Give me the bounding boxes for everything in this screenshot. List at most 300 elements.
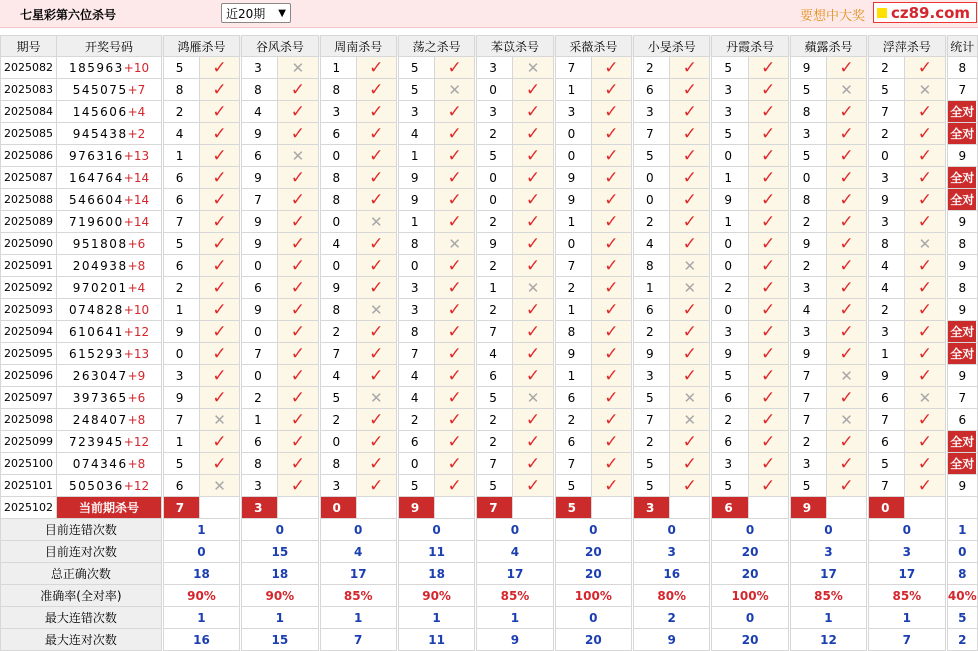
summary-value: 1	[320, 607, 396, 629]
kill-value: 7	[634, 123, 670, 145]
kill-value: 5	[163, 453, 199, 475]
check-icon: ✓	[212, 365, 227, 386]
column-header-expert[interactable]: 蘋露杀号	[790, 36, 866, 57]
draw-digits: 615293	[68, 346, 124, 361]
kill-result	[905, 123, 945, 145]
check-icon: ✓	[447, 211, 462, 232]
kill-result	[435, 431, 475, 453]
row-stat	[947, 321, 977, 343]
kill-value: 6	[634, 299, 670, 321]
kill-value: 2	[869, 57, 905, 79]
kill-value: 6	[555, 387, 591, 409]
check-icon: ✓	[917, 211, 933, 232]
check-icon: ✓	[839, 123, 854, 144]
check-icon: ✓	[917, 189, 933, 210]
kill-result	[356, 167, 396, 189]
stat-value: 9	[958, 258, 967, 273]
kill-value: 5	[634, 475, 670, 497]
check-icon: ✓	[761, 453, 776, 474]
check-icon: ✓	[290, 321, 306, 342]
check-icon: ✓	[761, 211, 776, 232]
table-row	[1, 321, 978, 343]
check-icon: ✓	[290, 167, 306, 188]
check-icon: ✓	[917, 277, 933, 298]
kill-value: 3	[634, 365, 670, 387]
kill-value: 3	[712, 321, 748, 343]
check-icon: ✓	[290, 255, 306, 276]
draw-numbers	[57, 145, 162, 167]
kill-result	[356, 365, 396, 387]
column-header-expert[interactable]: 浮萍杀号	[869, 36, 945, 57]
row-stat	[947, 101, 977, 123]
check-icon: ✓	[447, 277, 462, 298]
kill-value: 8	[555, 321, 591, 343]
check-icon: ✓	[682, 453, 697, 474]
draw-digits: 970201	[72, 280, 128, 295]
kill-result	[278, 365, 318, 387]
column-header-expert[interactable]: 鸿雁杀号	[163, 36, 239, 57]
row-stat	[947, 453, 977, 475]
column-header-expert[interactable]: 周南杀号	[320, 36, 396, 57]
row-stat	[947, 343, 977, 365]
kill-result	[670, 211, 710, 233]
all-correct-badge: 全对	[948, 343, 976, 364]
current-kill-blank	[513, 497, 553, 519]
kill-number-table	[0, 35, 978, 651]
kill-value: 3	[712, 101, 748, 123]
table-row	[1, 123, 978, 145]
table-row	[1, 409, 978, 431]
kill-value: 9	[242, 167, 278, 189]
summary-value: 3	[634, 541, 710, 563]
kill-value: 2	[398, 409, 434, 431]
kill-result	[435, 453, 475, 475]
current-period-row	[1, 497, 978, 519]
row-stat	[947, 475, 977, 497]
check-icon: ✓	[682, 167, 697, 188]
summary-stat: 2	[947, 629, 977, 651]
kill-value: 4	[634, 233, 670, 255]
kill-value: 2	[869, 299, 905, 321]
kill-result	[278, 453, 318, 475]
check-icon: ✓	[604, 453, 619, 474]
current-kill-value: 0	[869, 497, 905, 519]
kill-result	[199, 123, 239, 145]
check-icon: ✓	[682, 189, 697, 210]
kill-result	[435, 57, 475, 79]
kill-value: 9	[790, 343, 826, 365]
check-icon: ✓	[369, 79, 384, 100]
kill-result	[591, 431, 631, 453]
kill-result	[278, 123, 318, 145]
kill-result	[199, 189, 239, 211]
period-number: 2025087	[1, 167, 57, 189]
kill-value: 2	[320, 409, 356, 431]
kill-value: 0	[712, 145, 748, 167]
kill-result	[435, 101, 475, 123]
kill-value: 3	[555, 101, 591, 123]
kill-result	[435, 211, 475, 233]
kill-result	[513, 167, 553, 189]
all-correct-badge: 全对	[948, 431, 976, 452]
draw-sum: +6	[127, 236, 146, 251]
check-icon: ✓	[604, 431, 619, 452]
draw-sum: +6	[127, 390, 146, 405]
kill-value: 8	[869, 233, 905, 255]
check-icon: ✓	[212, 431, 227, 452]
kill-value: 1	[555, 211, 591, 233]
kill-result	[278, 475, 318, 497]
check-icon: ✓	[369, 57, 384, 78]
kill-result	[748, 145, 788, 167]
column-header-expert[interactable]: 苯苡杀号	[477, 36, 553, 57]
kill-result	[905, 79, 945, 101]
check-icon: ✓	[839, 233, 854, 254]
check-icon: ✓	[604, 79, 619, 100]
ad-text[interactable]: 要想中大奖	[800, 9, 866, 24]
kill-value: 8	[320, 189, 356, 211]
kill-value: 1	[869, 343, 905, 365]
row-stat	[947, 233, 977, 255]
check-icon: ✓	[290, 189, 306, 210]
column-header-expert[interactable]: 荡之杀号	[398, 36, 474, 57]
kill-value: 9	[477, 233, 513, 255]
period-number: 2025101	[1, 475, 57, 497]
kill-value: 8	[320, 299, 356, 321]
kill-result	[905, 57, 945, 79]
check-icon: ✓	[682, 57, 697, 78]
kill-result	[826, 79, 866, 101]
kill-result	[356, 101, 396, 123]
kill-result	[905, 343, 945, 365]
draw-sum: +8	[127, 412, 146, 427]
draw-digits: 951808	[72, 236, 128, 251]
check-icon: ✓	[369, 475, 384, 496]
kill-result	[591, 343, 631, 365]
kill-value: 6	[242, 431, 278, 453]
summary-row	[1, 585, 978, 607]
draw-sum: +13	[123, 148, 150, 163]
kill-value: 9	[555, 189, 591, 211]
kill-value: 8	[398, 233, 434, 255]
kill-result	[826, 277, 866, 299]
check-icon: ✓	[917, 167, 933, 188]
check-icon: ✓	[525, 299, 541, 320]
kill-result	[591, 211, 631, 233]
kill-value: 0	[242, 321, 278, 343]
kill-value: 6	[869, 387, 905, 409]
kill-value: 3	[790, 123, 826, 145]
draw-numbers	[57, 343, 162, 365]
column-header-expert[interactable]: 小旻杀号	[634, 36, 710, 57]
period-number: 2025084	[1, 101, 57, 123]
kill-value: 2	[634, 321, 670, 343]
kill-value: 0	[320, 255, 356, 277]
current-kill-blank	[199, 497, 239, 519]
kill-value: 3	[712, 79, 748, 101]
summary-value: 1	[242, 607, 318, 629]
summary-value: 7	[869, 629, 945, 651]
kill-value: 5	[869, 79, 905, 101]
kill-value: 5	[634, 145, 670, 167]
all-correct-badge: 全对	[948, 167, 976, 188]
kill-value: 7	[163, 211, 199, 233]
kill-result	[748, 167, 788, 189]
table-row	[1, 365, 978, 387]
kill-result	[591, 387, 631, 409]
kill-result	[670, 321, 710, 343]
kill-result	[513, 453, 553, 475]
kill-value: 1	[320, 57, 356, 79]
kill-value: 0	[555, 123, 591, 145]
table-row	[1, 475, 978, 497]
check-icon: ✓	[290, 101, 306, 122]
kill-result	[826, 123, 866, 145]
kill-result	[278, 431, 318, 453]
table-row	[1, 255, 978, 277]
summary-value: 12	[790, 629, 866, 651]
current-kill-value: 9	[790, 497, 826, 519]
check-icon: ✓	[369, 101, 384, 122]
kill-result	[591, 123, 631, 145]
chevron-down-icon: ▼	[278, 7, 286, 19]
kill-result	[356, 431, 396, 453]
period-select[interactable]	[221, 3, 291, 23]
summary-value: 0	[712, 607, 788, 629]
all-correct-badge: 全对	[948, 189, 976, 210]
kill-result	[670, 123, 710, 145]
check-icon: ✓	[447, 167, 462, 188]
cross-icon: ✕	[291, 58, 305, 77]
check-icon: ✓	[917, 321, 933, 342]
summary-value: 1	[163, 607, 239, 629]
draw-numbers	[57, 321, 162, 343]
kill-value: 9	[398, 189, 434, 211]
kill-result	[591, 365, 631, 387]
kill-result	[826, 189, 866, 211]
kill-value: 7	[634, 409, 670, 431]
kill-value: 6	[869, 431, 905, 453]
check-icon: ✓	[761, 299, 776, 320]
check-icon: ✓	[212, 321, 227, 342]
kill-result	[748, 475, 788, 497]
kill-result	[905, 101, 945, 123]
summary-stat: 1	[947, 519, 977, 541]
kill-value: 9	[320, 277, 356, 299]
table-header-row	[1, 36, 978, 57]
kill-value: 3	[398, 101, 434, 123]
period-number: 2025085	[1, 123, 57, 145]
stat-value: 9	[958, 478, 967, 493]
kill-result	[513, 475, 553, 497]
kill-value: 2	[869, 123, 905, 145]
kill-result	[670, 255, 710, 277]
kill-result	[278, 189, 318, 211]
check-icon: ✓	[761, 255, 776, 276]
summary-value: 18	[163, 563, 239, 585]
kill-value: 0	[712, 255, 748, 277]
kill-result	[356, 233, 396, 255]
kill-result	[199, 343, 239, 365]
kill-value: 7	[555, 57, 591, 79]
summary-value: 85%	[320, 585, 396, 607]
kill-result	[513, 409, 553, 431]
check-icon: ✓	[839, 453, 854, 474]
cross-icon: ✕	[840, 80, 853, 99]
draw-sum: +14	[123, 170, 150, 185]
summary-row	[1, 541, 978, 563]
summary-value: 3	[869, 541, 945, 563]
kill-result	[356, 299, 396, 321]
kill-value: 3	[320, 101, 356, 123]
kill-result	[905, 167, 945, 189]
current-kill-blank	[748, 497, 788, 519]
current-kill-value: 3	[634, 497, 670, 519]
table-row	[1, 299, 978, 321]
kill-value: 9	[242, 211, 278, 233]
kill-value: 9	[869, 189, 905, 211]
column-header-expert[interactable]: 丹霞杀号	[712, 36, 788, 57]
column-header-expert[interactable]: 采薇杀号	[555, 36, 631, 57]
table-row	[1, 101, 978, 123]
kill-result	[826, 299, 866, 321]
summary-row	[1, 519, 978, 541]
page-title: 七星彩第六位杀号	[20, 8, 117, 22]
site-logo[interactable]	[873, 2, 977, 23]
stat-value: 9	[958, 214, 967, 229]
check-icon: ✓	[369, 145, 384, 166]
kill-result	[513, 277, 553, 299]
period-number: 2025096	[1, 365, 57, 387]
summary-value: 2	[634, 607, 710, 629]
kill-result	[435, 299, 475, 321]
kill-value: 3	[869, 167, 905, 189]
kill-result	[356, 57, 396, 79]
check-icon: ✓	[290, 79, 306, 100]
period-number: 2025088	[1, 189, 57, 211]
draw-sum: +14	[123, 214, 150, 229]
kill-value: 5	[790, 79, 826, 101]
check-icon: ✓	[447, 365, 462, 386]
check-icon: ✓	[212, 453, 227, 474]
check-icon: ✓	[447, 475, 462, 496]
kill-result	[278, 277, 318, 299]
draw-digits: 164764	[68, 170, 124, 185]
check-icon: ✓	[682, 299, 697, 320]
kill-value: 9	[555, 343, 591, 365]
kill-result	[905, 211, 945, 233]
kill-value: 9	[869, 365, 905, 387]
check-icon: ✓	[917, 431, 933, 452]
check-icon: ✓	[525, 79, 541, 100]
kill-result	[356, 343, 396, 365]
cross-icon: ✕	[370, 212, 383, 231]
check-icon: ✓	[839, 387, 854, 408]
kill-value: 1	[398, 211, 434, 233]
draw-digits: 074828	[68, 302, 124, 317]
kill-value: 6	[242, 277, 278, 299]
check-icon: ✓	[604, 233, 619, 254]
kill-value: 0	[242, 255, 278, 277]
kill-result	[905, 145, 945, 167]
check-icon: ✓	[525, 101, 541, 122]
draw-digits: 976316	[68, 148, 124, 163]
kill-result	[199, 409, 239, 431]
kill-result	[591, 453, 631, 475]
draw-digits: 248407	[72, 412, 128, 427]
check-icon: ✓	[525, 189, 541, 210]
check-icon: ✓	[761, 189, 776, 210]
kill-value: 4	[242, 101, 278, 123]
table-row	[1, 79, 978, 101]
kill-value: 4	[477, 343, 513, 365]
kill-value: 0	[634, 189, 670, 211]
kill-value: 9	[555, 167, 591, 189]
draw-digits: 723945	[68, 434, 124, 449]
column-header-expert[interactable]: 谷风杀号	[242, 36, 318, 57]
kill-result	[591, 79, 631, 101]
check-icon: ✓	[369, 123, 384, 144]
check-icon: ✓	[839, 299, 854, 320]
logo-text: cz89.com	[891, 3, 971, 22]
row-stat	[947, 145, 977, 167]
check-icon: ✓	[604, 255, 619, 276]
check-icon: ✓	[682, 211, 697, 232]
cross-icon: ✕	[213, 410, 226, 429]
kill-result	[826, 321, 866, 343]
current-kill-blank	[356, 497, 396, 519]
check-icon: ✓	[212, 277, 227, 298]
summary-label: 最大连对次数	[1, 629, 162, 651]
kill-result	[748, 57, 788, 79]
summary-label: 目前连错次数	[1, 519, 162, 541]
check-icon: ✓	[761, 475, 776, 496]
kill-value: 7	[869, 409, 905, 431]
check-icon: ✓	[604, 409, 619, 430]
kill-value: 0	[555, 145, 591, 167]
kill-result	[435, 365, 475, 387]
kill-value: 7	[163, 409, 199, 431]
kill-result	[591, 299, 631, 321]
check-icon: ✓	[839, 321, 854, 342]
check-icon: ✓	[447, 431, 462, 452]
kill-value: 6	[320, 123, 356, 145]
kill-value: 9	[163, 387, 199, 409]
current-kill-value: 3	[242, 497, 278, 519]
row-stat	[947, 211, 977, 233]
cross-icon: ✕	[840, 366, 853, 385]
kill-result	[905, 475, 945, 497]
all-correct-badge: 全对	[948, 321, 976, 342]
kill-result	[591, 321, 631, 343]
table-row	[1, 167, 978, 189]
table-row	[1, 211, 978, 233]
kill-result	[199, 145, 239, 167]
kill-value: 8	[790, 101, 826, 123]
kill-result	[513, 57, 553, 79]
row-stat	[947, 431, 977, 453]
summary-value: 0	[242, 519, 318, 541]
check-icon: ✓	[525, 211, 541, 232]
check-icon: ✓	[290, 387, 306, 408]
table-row	[1, 233, 978, 255]
kill-value: 9	[242, 299, 278, 321]
kill-value: 3	[477, 101, 513, 123]
kill-value: 8	[320, 453, 356, 475]
table-row	[1, 145, 978, 167]
kill-value: 6	[634, 79, 670, 101]
kill-value: 7	[790, 365, 826, 387]
